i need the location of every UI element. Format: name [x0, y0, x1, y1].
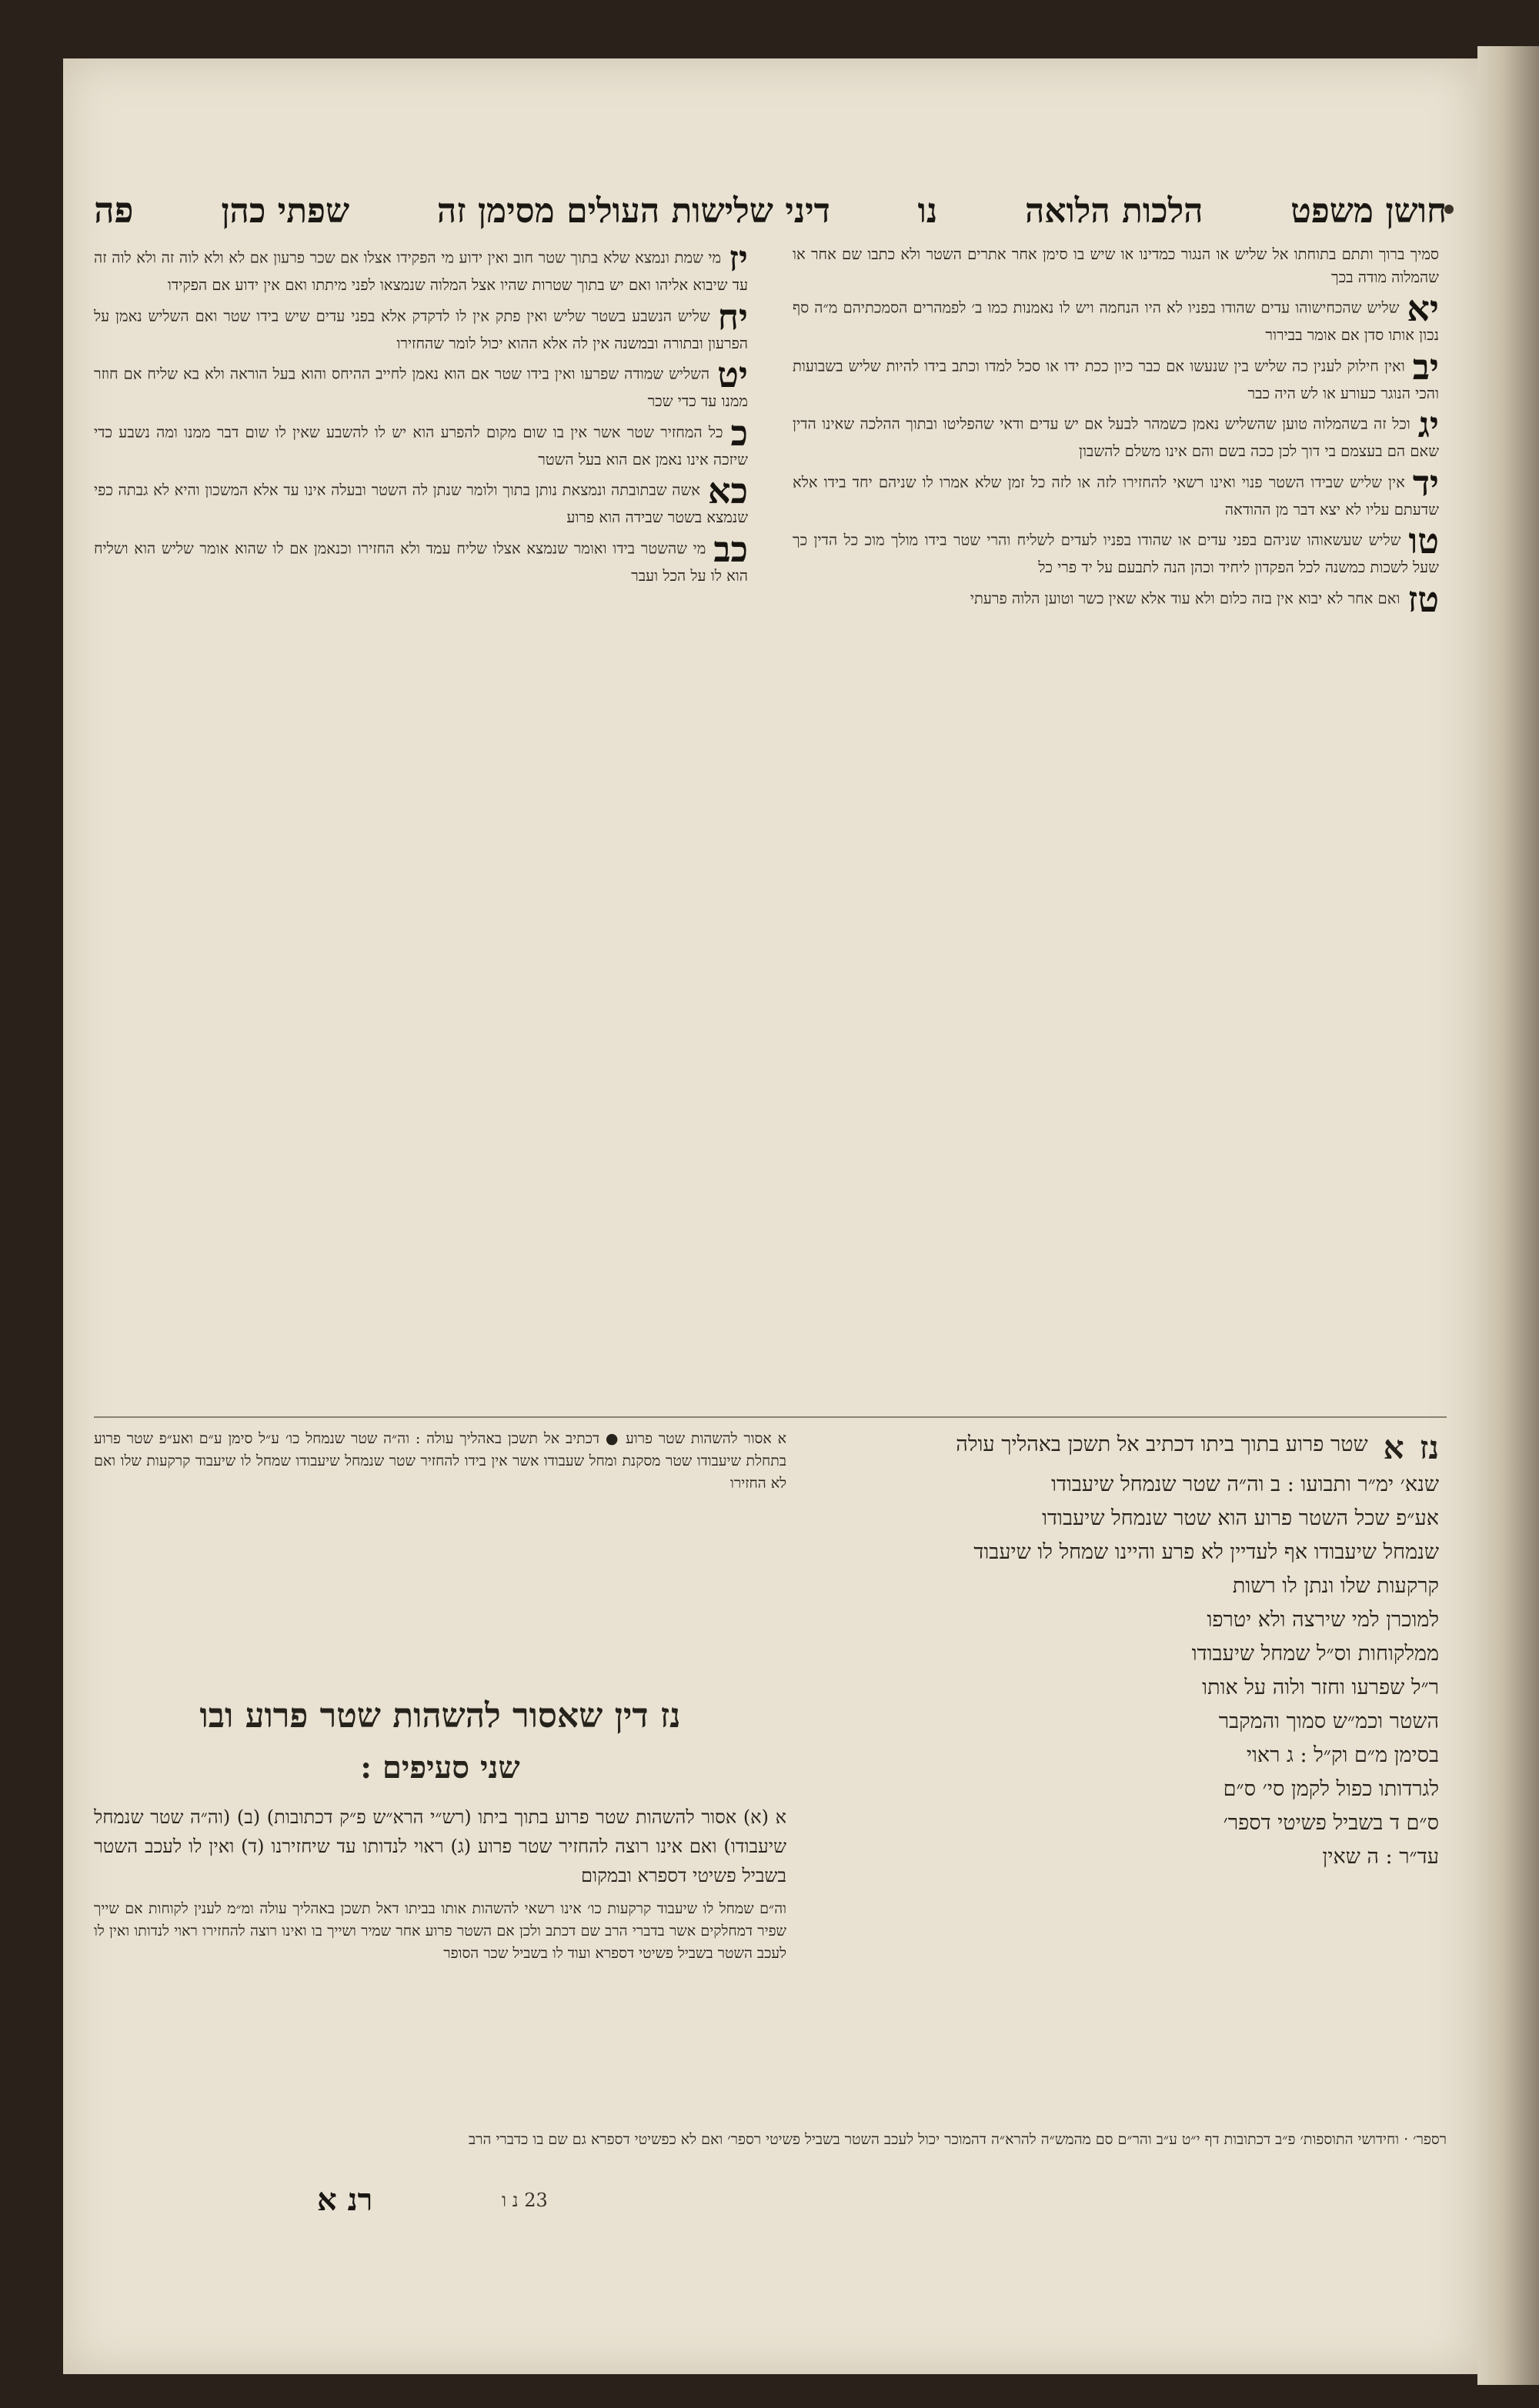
seif-paragraph — [793, 578, 1439, 620]
signature-mark: רנ א — [317, 2182, 373, 2218]
seif-paragraph — [793, 462, 1439, 522]
seif-mark: יז — [729, 243, 748, 279]
book-edge — [1477, 46, 1539, 2385]
seif-mark: א — [1383, 1429, 1404, 1466]
seif-text: ואין חילוק לענין כה שליש בין שנעשו אם כבר כיון ככת ידו או סכל למדו וכתב בידו להיות שליש בשבועות והכי הנוגר כעורע או לש היה כבר — [793, 357, 1439, 402]
footnote: רספר׳ · וחידושי התוספות׳ פ״ב דכתובות דף י״ט ע״ב והר״ם סם מהמש״ה להרא״ה דהמוכר יכול לעכב השטר בשביל פשיטי רספר׳ ואם לא כפשיטי דספרא גם שם בו כדברי הרב — [468, 2131, 1447, 2148]
seif-text: שליש שעשאוהו שניהם בפני עדים או שהודו בפניו לעדים לשליח והרי שטר בידו מולך מוכ כל הדין כך שעל לשכות כמשנה לכל הפקדון ליחיד וכהן הנה לתבעם על יד פרי כל — [793, 531, 1439, 576]
seif-paragraph — [793, 345, 1439, 405]
siman-57-shach-commentary — [793, 1428, 1439, 2089]
seif-paragraph — [94, 354, 748, 413]
commentary-line: שנא׳ ימ״ר ותבועו : ב וה״ה שטר שנמחל שיעבודו — [1051, 1472, 1439, 1496]
header-folio-letter: פה — [94, 189, 134, 231]
siman-subtitle: שני סעיפים : — [360, 1749, 520, 1786]
seif-mark: יב — [1412, 345, 1439, 388]
commentary-line: עד״ר : ה שאין — [1322, 1845, 1439, 1869]
right-intro: סמיך ברוך ותתם בתוחתו אל שליש או הנגור כמדינו או שיש בו סימן אחר אתרים השטר ולא כתבו שם אחר או שהמלוה מודה בכך — [793, 245, 1439, 286]
seif-paragraph — [793, 404, 1439, 463]
siman-title-text: דין שאסור להשהות שטר פרוע ובו — [199, 1696, 649, 1736]
seif-paragraph — [793, 288, 1439, 347]
seif-mark: יח — [717, 295, 748, 338]
seif-paragraph — [94, 412, 748, 472]
commentary-heading-row — [793, 1428, 1439, 1468]
seif-text: מי שהשטר בידו ואומר שנמצא אצלו שליח עמד ולא החזירו וכנאמן אם לו שהוא אומר שליש הוא ושליח הוא לו על הכל ועבר — [94, 539, 748, 585]
seif-paragraph — [793, 520, 1439, 579]
header-section: הלכות הלואה — [1024, 192, 1203, 231]
header-title: דיני שלישות העולים מסימן זה — [436, 192, 830, 231]
header-folio-no: נו — [917, 192, 938, 231]
commentary-line: אע״פ שכל השטר פרוע הוא שטר שנמחל שיעבודו — [1042, 1506, 1439, 1530]
seif-text: השליש שמודה שפרעו ואין בידו שטר אם הוא נאמן לחייב ההיחס והוא בעל הוראה ולא בא שליח אם חוזר ממנו עד כדי שכר — [94, 365, 748, 410]
right-text-column — [793, 243, 1439, 1412]
book-page — [63, 58, 1477, 2374]
seif-mark: כא — [707, 470, 748, 512]
seif-paragraph — [94, 243, 748, 297]
seif-mark: כב — [713, 528, 748, 570]
seif-text: וכל זה בשהמלוה טוען שהשליש נאמן כשמהר לבעל אם יש עדים ודאי שהפליטו ובתוך ההלכה שאינו הדין שאם הם בעצמם בי דוך לכן ככה בשם והם אינו משלם להשבון — [793, 415, 1439, 460]
seif-mark: יד — [1412, 462, 1439, 504]
signature-note: 23 נ ו — [502, 2190, 548, 2211]
commentary-top: א אסור להשהות שטר פרוע ● דכתיב אל תשכן באהליך עולה : וה״ה שטר שנמחל כו׳ ע״ל סימן ע״ם ואע״פ שטר פרוע בתחלת שיעבודו שטר מסקנת ומחל שעבודו אשר אין בידו להחזיר שטר שנמחל שיעבודו שמחל לו שיעבוד קרקעות שלו ואם לא החזירו — [94, 1430, 786, 1492]
commentary-line: למוכרן למי שירצה ולא יטרפו — [1207, 1608, 1439, 1632]
seif-mark: כ — [730, 412, 748, 454]
seif-mark: יט — [717, 354, 748, 395]
commentary-line: השטר וכמ״ש סמוך והמקבר — [1218, 1709, 1439, 1733]
seif-mark: יג — [1417, 404, 1439, 445]
commentary-line: ס״ם ד בשביל פשיטי דספר׳ — [1223, 1811, 1439, 1835]
siman-seif-a: א (א) אסור להשהות שטר פרוע בתוך ביתו (רש״י הרא״ש פ״ק דכתובות) (ב) (וה״ה שטר שנמחל שיעבודו) ואם אינו רוצה להחזיר שטר פרוע (ג) ראוי לנדותו עד שיחזירנו (ד) ואין לו לעכב השטר בשביל פשיטי דספרא ובמקום — [94, 1806, 786, 1886]
left-text-column — [94, 243, 748, 1412]
commentary-line: שנמחל שיעבודו אף לעדיין לא פרע והיינו שמחל לו שיעבוד — [973, 1540, 1439, 1564]
seif-text: שליש שהכחישוהו עדים שהודו בפניו לא היו הנחמה ויש לו נאמנות כמו ב׳ לפמהרים הסמכתיהם מ״ה סף נכון אותו סדן אם אומר בבירור — [793, 298, 1439, 344]
commentary-line: לגרדותו כפול לקמן סי׳ ס״ם — [1223, 1777, 1439, 1801]
commentary-line: ממלקוחות וס״ל שמחל שיעבודו — [1191, 1642, 1439, 1666]
commentary-line: קרקעות שלו ונתן לו רשות — [1232, 1574, 1439, 1598]
seif-paragraph — [94, 470, 748, 529]
commentary-line: ר״ל שפרעו וחזר ולוה על אותו — [1202, 1676, 1439, 1699]
seif-text: ואם אחר לא יבוא אין בזה כלום ולא עוד אלא שאין כשר וטוען הלוה פרעתי — [970, 589, 1400, 607]
siman-title — [94, 1695, 786, 1738]
section-divider — [94, 1416, 1447, 1418]
seif-text: כל המחזיר שטר אשר אין בו שום מקום להפרע הוא יש לו להשבע שאין לו שום דבר ממנו ומה נשבע כדי שיזכה אינו נאמן אם הוא בעל השטר — [94, 423, 748, 469]
seif-mark: טז — [1407, 578, 1439, 620]
page-header — [94, 166, 1447, 231]
commentary-line: בסימן מ״ם וק״ל : ג ראוי — [1246, 1743, 1439, 1767]
header-book: חושן משפט — [1290, 192, 1447, 231]
seif-text: אין שליש שבידו השטר פנוי ואינו רשאי להחזירו לזה או לזה כל זמן שלא אמרו לו שניהם יחד בידו אלא שדעתם עליו לא יצא דבר מן ההודאה — [793, 473, 1439, 519]
seif-paragraph — [94, 295, 748, 355]
seif-text: אשה שבתובתה ונמצאת נותן בתוך ולומר שנתן לה השטר ובעלה אינו עד אלא המשכון והיא לא גבתה כפי שנמצא בשטר שבידה הוא פרוע — [94, 481, 748, 526]
seif-text: שליש הנשבע בשטר שליש ואין פתק אין לו לדקדק אלא בפני עדים שיש בידו שטר ואם השליש נאמן על הפרעון ובתורה ובמשנה אין לה אלא ההוא יכול לומר שהחזירו — [94, 307, 748, 352]
commentary-bottom: וה״ם שמחל לו שיעבוד קרקעות כו׳ אינו רשאי להשהות אותו בביתו דאל תשכן באהליך עולה ומ״מ לענין לקוחות אם שייך שפיר דמחלקים אשר בדברי הרב שם דכתב ולכן אם השטר פרוע אחר שמיר ושייך בו ואינו רוצה להחזירו ראוי לנדותו ואין לו לעכב השטר בשביל פשיטי דספרא ועוד לו בשביל שכר הסופר — [94, 1900, 786, 1962]
seif-mark: יא — [1407, 288, 1439, 329]
header-commentary: שפתי כהן — [221, 192, 350, 231]
siman-mark: נז — [1419, 1429, 1439, 1466]
siman-title-mark: נז — [659, 1696, 681, 1736]
siman-57-main — [94, 1428, 786, 2089]
commentary-line: שטר פרוע בתוך ביתו דכתיב אל תשכן באהליך עולה — [956, 1432, 1368, 1456]
seif-mark: טו — [1408, 520, 1439, 562]
seif-text: מי שמת ונמצא שלא בתוך שטר חוב ואין ידוע מי הפקידו אצלו אם שכר פרעון אם לא ולא לוה זה ולא לוה זה עד שיבוא אליהו ואם יש בתוך שטרות שהיו אצל המלוה שנמצאו לפני מיתתו ואם אין ידוע אם הפקידו — [94, 248, 748, 294]
seif-paragraph — [94, 528, 748, 588]
